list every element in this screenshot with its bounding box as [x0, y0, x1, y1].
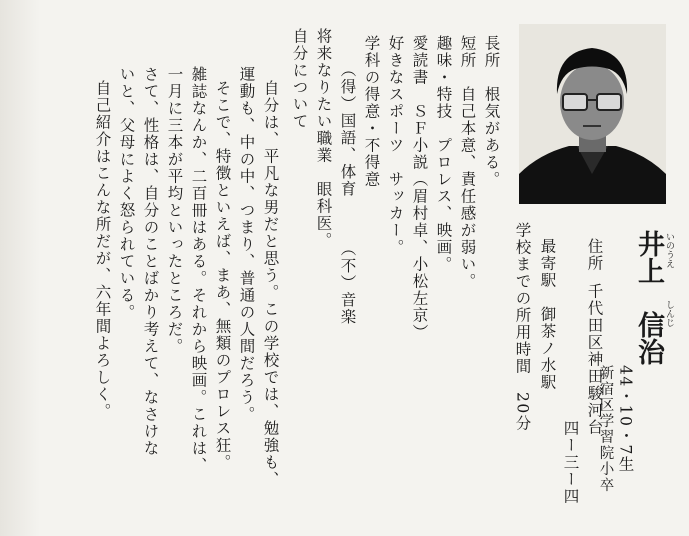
address-label: 住所 [585, 238, 604, 272]
about-me-heading: 自分について [290, 28, 309, 130]
portrait-image [519, 24, 666, 204]
birth-date: 44・10・7生 [616, 365, 635, 473]
trait-hobby: 趣味・特技 プロレス、映画。 [434, 35, 453, 273]
furigana-given: しんじ [664, 300, 674, 327]
trait-favorite-books: 愛読書 ＳＦ小説（眉村卓、小松左京） [410, 35, 429, 341]
trait-favorite-sport: 好きなスポーツ サッカー。 [386, 35, 405, 256]
nearest-station: 最寄駅 御茶ノ水駅 [538, 238, 557, 391]
essay-line-3: そこで、特徴といえば、まあ、無類のプロレス狂。 [213, 80, 232, 471]
essay-line-6: さて、性格は、自分のことばかり考えて、なさけな [141, 66, 160, 457]
essay-line-8: 自己紹介はこんな所だが、六年間よろしく。 [93, 80, 112, 420]
essay-line-2: 運動も、中の中、つまり、普通の人間だろう。 [237, 66, 256, 423]
address-line2: 四ー三ー四 [561, 420, 580, 505]
essay-line-4: 雑誌なんか、二百冊はある。それから映画。これは、 [189, 66, 208, 474]
trait-subjects: （得）国語、体育 （不）音楽 [338, 35, 357, 326]
student-photo [519, 24, 666, 204]
furigana-family: いのうえ [664, 232, 674, 268]
essay-line-7: いと、父母によく怒られている。 [117, 66, 136, 321]
student-name: 井上 信治 [633, 230, 664, 365]
trait-future-job: 将来なりたい職業 眼科医。 [314, 28, 333, 249]
previous-school: 新宿区学習院小卒 [597, 365, 614, 493]
essay-line-1: 自分は、平凡な男だと思う。この学校では、勉強も、 [261, 80, 280, 488]
address: 千代田区神田駿河台 [585, 283, 604, 436]
trait-subjects-heading: 学科の得意・不得意 [362, 35, 381, 188]
adjacent-page-shadow [0, 0, 40, 536]
essay-line-5: 一月に三本が平均といったところだ。 [165, 66, 184, 355]
trait-strength: 長所 根気がある。 [482, 35, 501, 188]
commute-time: 学校までの所用時間 20分 [513, 222, 532, 432]
trait-weakness: 短所 自己本意、責任感が弱い。 [458, 35, 477, 290]
